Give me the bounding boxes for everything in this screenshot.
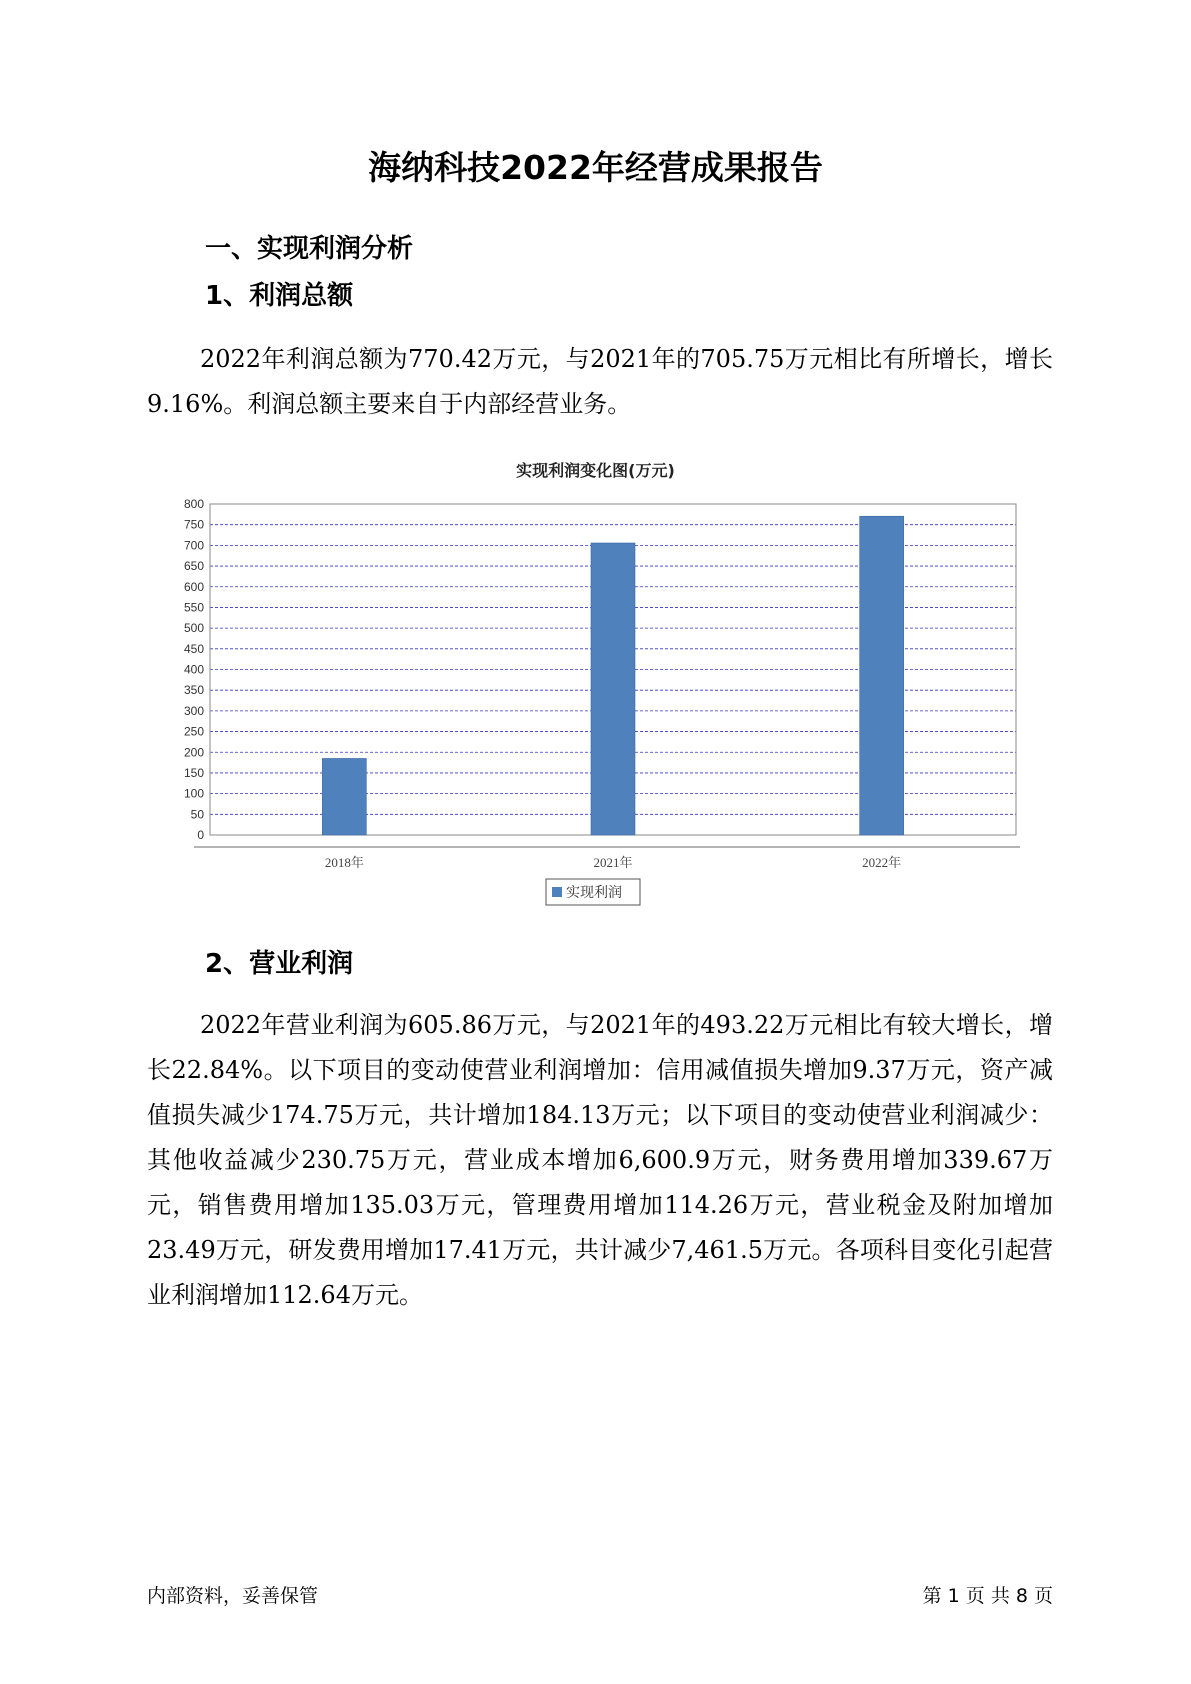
bar	[860, 516, 904, 835]
section-heading-profit-analysis: 一、实现利润分析	[205, 234, 414, 264]
y-tick-label: 750	[183, 517, 204, 532]
y-tick-label: 550	[183, 600, 204, 615]
y-tick-label: 300	[183, 703, 204, 718]
y-tick-label: 150	[183, 765, 204, 780]
operating-profit-paragraph: 2022年营业利润为605.86万元，与2021年的493.22万元相比有较大增长，增长22.84%。以下项目的变动使营业利润增加：信用减值损失增加9.37万元，资产减值损失减少174.75万元，共计增加184.13万元；以下项目的变动使营业利润减少：其他收益减少230.75万元，营业成本增加6,600.9万元，财务费用增加339.67万元，销售费用增加135.03万元，管理费用增加114.26万元，营业税金及附加增加23.49万元，研发费用增加17.41万元，共计减少7,461.5万元。各项科目变化引起营业利润增加112.64万元。	[147, 1011, 1053, 1309]
profit-bar-chart	[160, 490, 1020, 910]
x-tick-label: 2021年	[593, 855, 633, 870]
y-tick-label: 50	[190, 807, 204, 822]
bar	[591, 543, 635, 835]
y-tick-label: 800	[183, 497, 204, 511]
y-tick-label: 0	[197, 828, 204, 842]
y-tick-label: 100	[183, 786, 204, 801]
x-tick-label: 2022年	[862, 855, 902, 870]
y-tick-label: 350	[183, 683, 204, 698]
y-tick-label: 600	[183, 579, 204, 594]
footer-page-number: 第 1 页 共 8 页	[922, 1585, 1053, 1607]
x-tick-label: 2018年	[324, 855, 364, 870]
total-profit-paragraph: 2022年利润总额为770.42万元，与2021年的705.75万元相比有所增长，增长9.16%。利润总额主要来自于内部经营业务。	[147, 345, 1053, 418]
y-tick-label: 250	[183, 724, 204, 739]
chart-title: 实现利润变化图(万元)	[516, 461, 675, 480]
y-tick-label: 400	[183, 662, 204, 677]
legend-swatch	[552, 887, 562, 897]
y-tick-label: 200	[183, 745, 204, 760]
y-tick-label: 500	[183, 621, 204, 636]
y-tick-label: 700	[183, 538, 204, 553]
legend-label: 实现利润	[566, 885, 622, 901]
subsection-heading-total-profit: 1、利润总额	[205, 281, 354, 311]
footer-confidential-note: 内部资料，妥善保管	[147, 1585, 319, 1607]
y-tick-label: 650	[183, 559, 204, 574]
document-title: 海纳科技2022年经营成果报告	[368, 148, 823, 187]
bar	[322, 758, 366, 835]
subsection-heading-operating-profit: 2、营业利润	[205, 949, 354, 979]
y-tick-label: 450	[183, 641, 204, 656]
